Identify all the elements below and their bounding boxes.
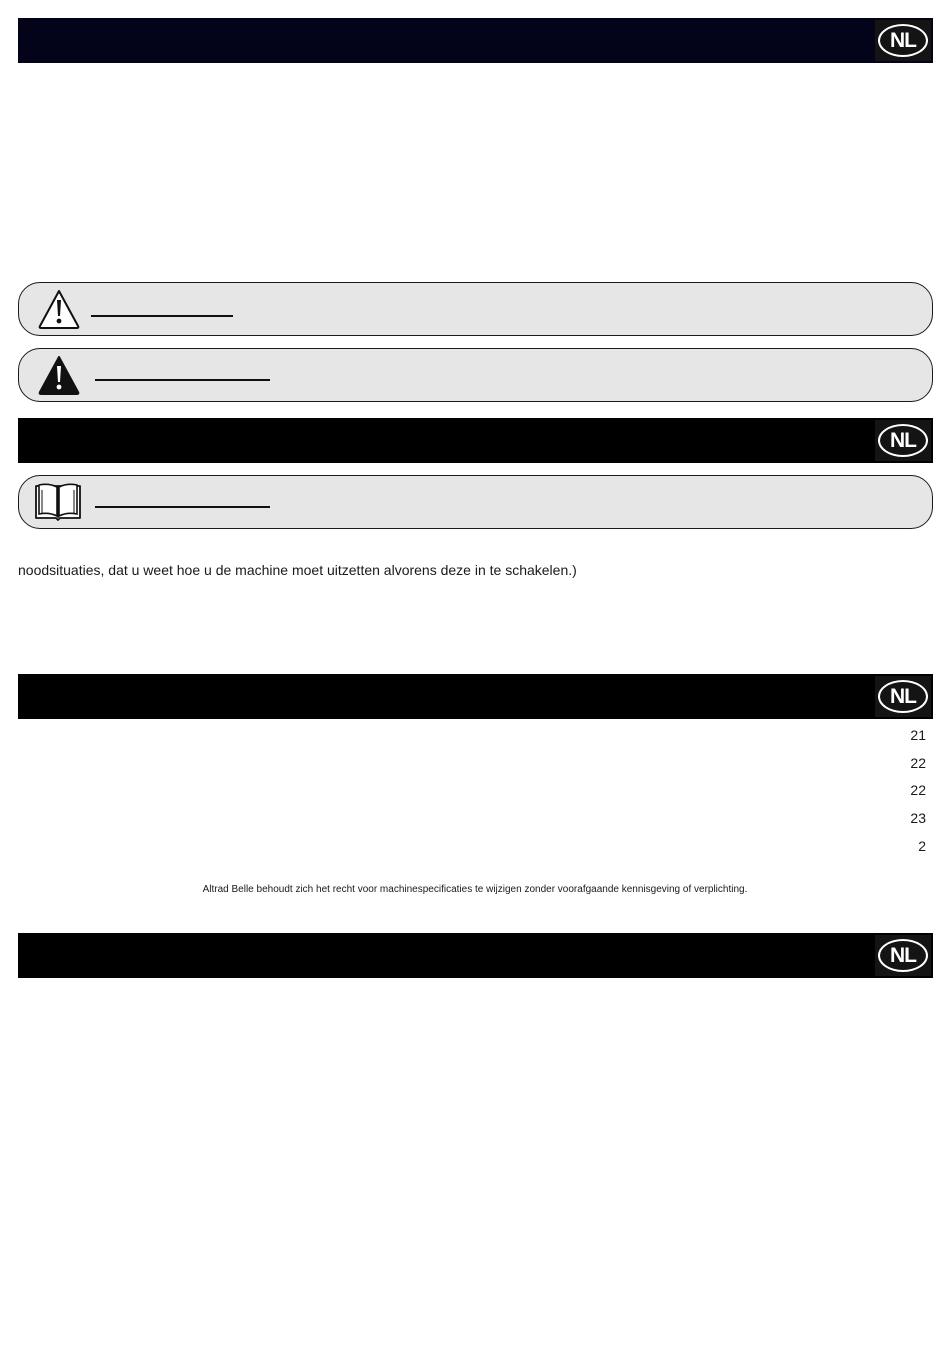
section-header-bar-2 — [18, 418, 933, 463]
section-header-bar-4 — [18, 933, 933, 978]
toc-page-number: 2 — [918, 838, 926, 854]
language-badge-label: NL — [878, 939, 928, 972]
caution-notice — [18, 282, 933, 336]
language-badge — [875, 420, 931, 461]
caution-title-underline — [91, 315, 233, 317]
toc-page-number: 21 — [910, 727, 926, 743]
warning-title-underline — [95, 379, 270, 381]
disclaimer-text: Altrad Belle behoudt zich het recht voor machinespecificaties te wijzigen zonder voorafgaande kennisgeving of verplichting. — [202, 884, 748, 895]
language-badge-label: NL — [878, 680, 928, 713]
toc-page-number: 22 — [910, 755, 926, 771]
toc-page-number: 23 — [910, 810, 926, 826]
warning-filled-icon — [37, 354, 81, 396]
language-badge-label: NL — [878, 424, 928, 457]
language-badge — [875, 935, 931, 976]
manual-title-underline — [95, 506, 270, 508]
manual-notice — [18, 475, 933, 529]
language-badge-label: NL — [878, 24, 928, 57]
section-header-bar-1 — [18, 18, 933, 63]
open-book-icon — [34, 482, 82, 522]
language-badge — [875, 20, 931, 61]
warning-outline-icon — [37, 288, 81, 330]
toc-page-number: 22 — [910, 782, 926, 798]
language-badge — [875, 676, 931, 717]
section-header-bar-3 — [18, 674, 933, 719]
warning-notice — [18, 348, 933, 402]
body-text: noodsituaties, dat u weet hoe u de machine moet uitzetten alvorens deze in te schakelen.) — [18, 562, 577, 578]
